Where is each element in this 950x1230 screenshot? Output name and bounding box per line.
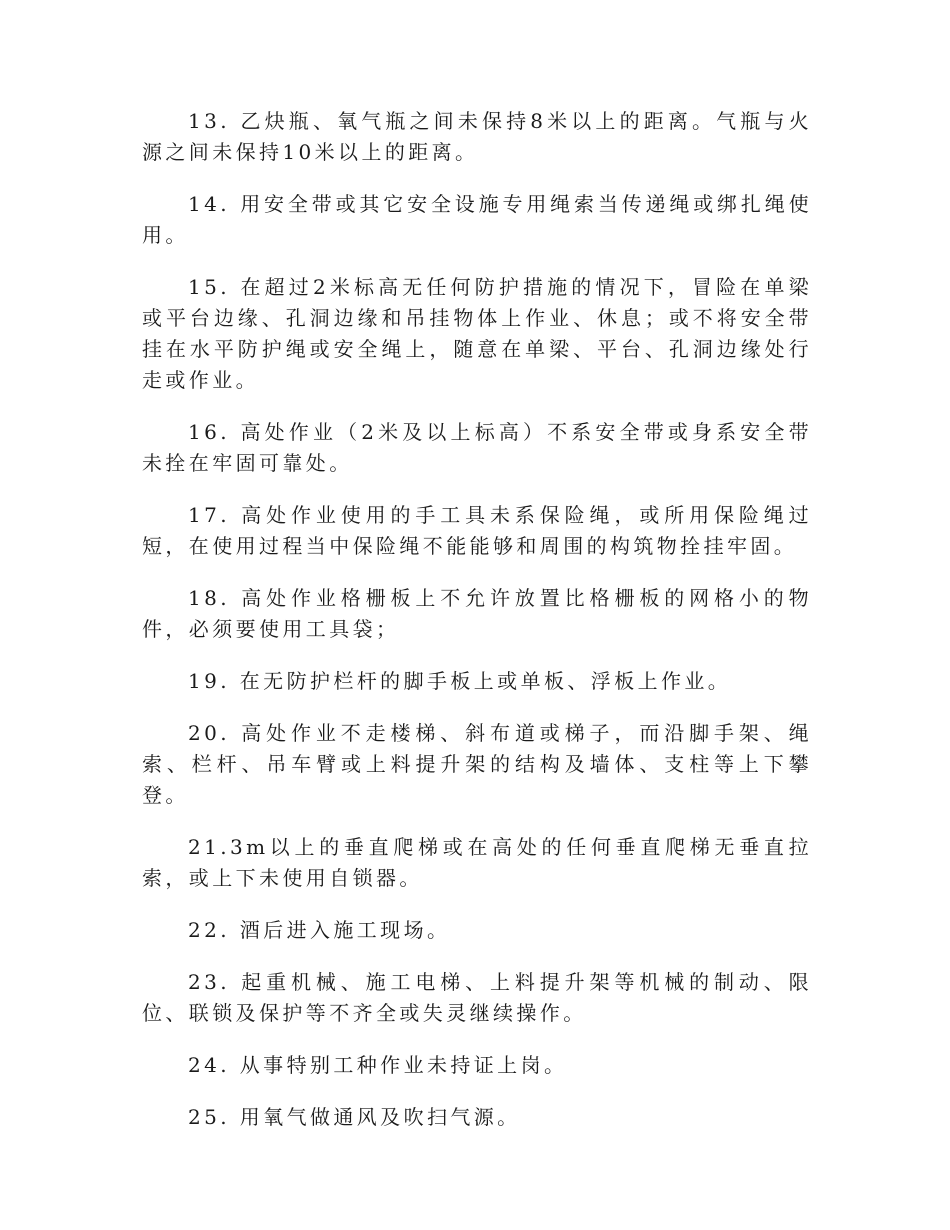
list-item-16: 16. 高处作业（2米及以上标高）不系安全带或身系安全带未拴在牢固可靠处。 <box>142 420 812 475</box>
list-item-17: 17. 高处作业使用的手工具未系保险绳，或所用保险绳过短，在使用过程当中保险绳不能能够和周围的构筑物拴挂牢固。 <box>142 503 812 558</box>
list-item-20: 20. 高处作业不走楼梯、斜布道或梯子，而沿脚手架、绳索、栏杆、吊车臂或上料提升架的结构及墙体、支柱等上下攀登。 <box>142 721 812 807</box>
list-item-18: 18. 高处作业格栅板上不允许放置比格栅板的网格小的物件，必须要使用工具袋； <box>142 586 812 641</box>
list-item-21: 21.3m以上的垂直爬梯或在高处的任何垂直爬梯无垂直拉索，或上下未使用自锁器。 <box>142 835 812 890</box>
list-item-19: 19. 在无防护栏杆的脚手板上或单板、浮板上作业。 <box>188 669 732 693</box>
list-item-15: 15. 在超过2米标高无任何防护措施的情况下，冒险在单梁或平台边缘、孔洞边缘和吊挂物体上作业、休息；或不将安全带挂在水平防护绳或安全绳上，随意在单梁、平台、孔洞边缘处行走或作业。 <box>142 275 812 392</box>
list-item-22: 22. 酒后进入施工现场。 <box>188 918 451 942</box>
list-item-14: 14. 用安全带或其它安全设施专用绳索当传递绳或绑扎绳使用。 <box>142 192 812 247</box>
list-item-23: 23. 起重机械、施工电梯、上料提升架等机械的制动、限位、联锁及保护等不齐全或失灵继续操作。 <box>142 970 812 1025</box>
list-item-25: 25. 用氧气做通风及吹扫气源。 <box>188 1105 521 1129</box>
list-item-24: 24. 从事特别工种作业未持证上岗。 <box>188 1053 568 1077</box>
list-item-13: 13. 乙炔瓶、氧气瓶之间未保持8米以上的距离。气瓶与火源之间未保持10米以上的距离。 <box>142 109 812 164</box>
document-body <box>142 106 812 1154</box>
